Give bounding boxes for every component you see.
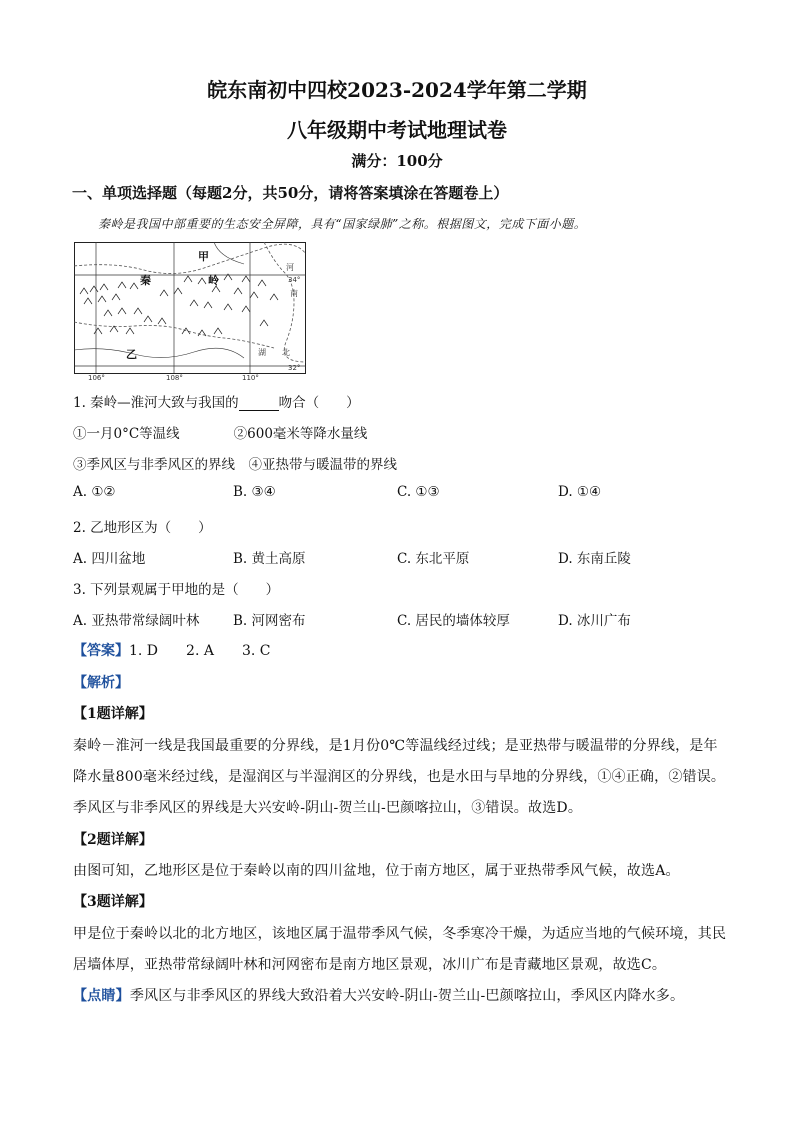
map-figure xyxy=(74,242,306,380)
detail-1-line: 降水量800毫米经过线，是湿润区与半湿润区的分界线，也是水田与旱地的分界线，①④正确，②错误。 xyxy=(73,769,726,785)
qinling-map xyxy=(74,242,306,380)
question-2-stem: 2. 乙地形区为（ ） xyxy=(73,520,212,536)
label-qin: 秦 xyxy=(140,274,151,287)
detail-3-line: 甲是位于秦岭以北的北方地区，该地区属于温带季风气候，冬季寒冷干燥，为适应当地的气候环境，其民 xyxy=(73,926,727,942)
detail-2-label: 【2题详解】 xyxy=(73,832,153,848)
question-1-stem-post: 吻合（ ） xyxy=(278,395,360,411)
label-he: 河 xyxy=(286,263,294,272)
question-1-option-b: B. ③④ xyxy=(233,484,276,500)
exam-title-line2: 八年级期中考试地理试卷 xyxy=(287,118,507,142)
question-3-option-b: B. 河网密布 xyxy=(233,613,306,629)
detail-1-line: 秦岭－淮河一线是我国最重要的分界线，是1月份0℃等温线经过线；是亚热带与暖温带的分界线，是年 xyxy=(73,738,718,754)
question-1-option-c: C. ①③ xyxy=(397,484,440,500)
section-heading: 一、单项选择题（每题2分，共50分，请将答案填涂在答题卷上） xyxy=(72,184,509,202)
question-3-option-d: D. 冰川广布 xyxy=(558,613,631,629)
label-lon108: 108° xyxy=(166,374,183,380)
detail-1-line: 季风区与非季风区的界线是大兴安岭-阴山-贺兰山-巴颜喀拉山，③错误。故选D。 xyxy=(73,800,583,816)
question-intro: 秦岭是我国中部重要的生态安全屏障，具有“国家绿肺”之称。根据图文，完成下面小题。 xyxy=(98,217,587,231)
question-2-option-b: B. 黄土高原 xyxy=(233,551,306,567)
label-hu: 湖 xyxy=(258,348,266,357)
label-nan: 南 xyxy=(290,289,298,298)
answer-line xyxy=(73,640,270,660)
full-score: 满分：100分 xyxy=(351,152,443,170)
label-lon110: 110° xyxy=(242,374,259,380)
label-ling: 岭 xyxy=(208,274,219,287)
question-1-statement-line: ①一月0°C等温线 ②600毫米等降水量线 xyxy=(73,426,368,442)
question-2-option-a: A. 四川盆地 xyxy=(73,551,146,567)
tip-text: 季风区与非季风区的界线大致沿着大兴安岭-阴山-贺兰山-巴颜喀拉山，季风区内降水多。 xyxy=(129,988,685,1004)
question-1-option-a: A. ①② xyxy=(73,484,116,500)
exam-title-line1: 皖东南初中四校2023-2024学年第二学期 xyxy=(207,78,587,102)
tip-label: 【点睛】 xyxy=(73,988,130,1004)
answer-text: 1. D 2. A 3. C xyxy=(129,643,271,659)
detail-3-label: 【3题详解】 xyxy=(73,894,153,910)
analysis-label: 【解析】 xyxy=(73,675,129,691)
question-1-stem-pre: 1. 秦岭—淮河大致与我国的 xyxy=(73,395,239,411)
question-1-blank xyxy=(239,396,279,411)
question-1-statement-line: ③季风区与非季风区的界线 ④亚热带与暖温带的界线 xyxy=(73,457,397,473)
detail-3-line: 居墙体厚，亚热带常绿阔叶林和河网密布是南方地区景观，冰川广布是青藏地区景观，故选C。 xyxy=(73,957,667,973)
question-3-stem: 3. 下列景观属于甲地的是（ ） xyxy=(73,582,280,598)
detail-2-line: 由图可知，乙地形区是位于秦岭以南的四川盆地，位于南方地区，属于亚热带季风气候，故选A。 xyxy=(73,863,680,879)
question-1-option-d: D. ①④ xyxy=(558,484,602,500)
detail-1-label: 【1题详解】 xyxy=(73,706,153,722)
label-lat32: 32° xyxy=(288,364,301,372)
question-3-option-a: A. 亚热带常绿阔叶林 xyxy=(73,613,200,629)
question-2-option-c: C. 东北平原 xyxy=(397,551,470,567)
label-yi: 乙 xyxy=(126,348,137,361)
label-lon106: 106° xyxy=(88,374,105,380)
label-bei: 北 xyxy=(282,348,290,357)
answer-label: 【答案】 xyxy=(73,643,129,659)
question-2-option-d: D. 东南丘陵 xyxy=(558,551,631,567)
tip-line xyxy=(73,985,684,1005)
question-3-option-c: C. 居民的墙体较厚 xyxy=(397,613,510,629)
label-jia: 甲 xyxy=(198,250,209,263)
label-lat34: 34° xyxy=(288,276,301,284)
question-1-stem xyxy=(73,391,360,411)
